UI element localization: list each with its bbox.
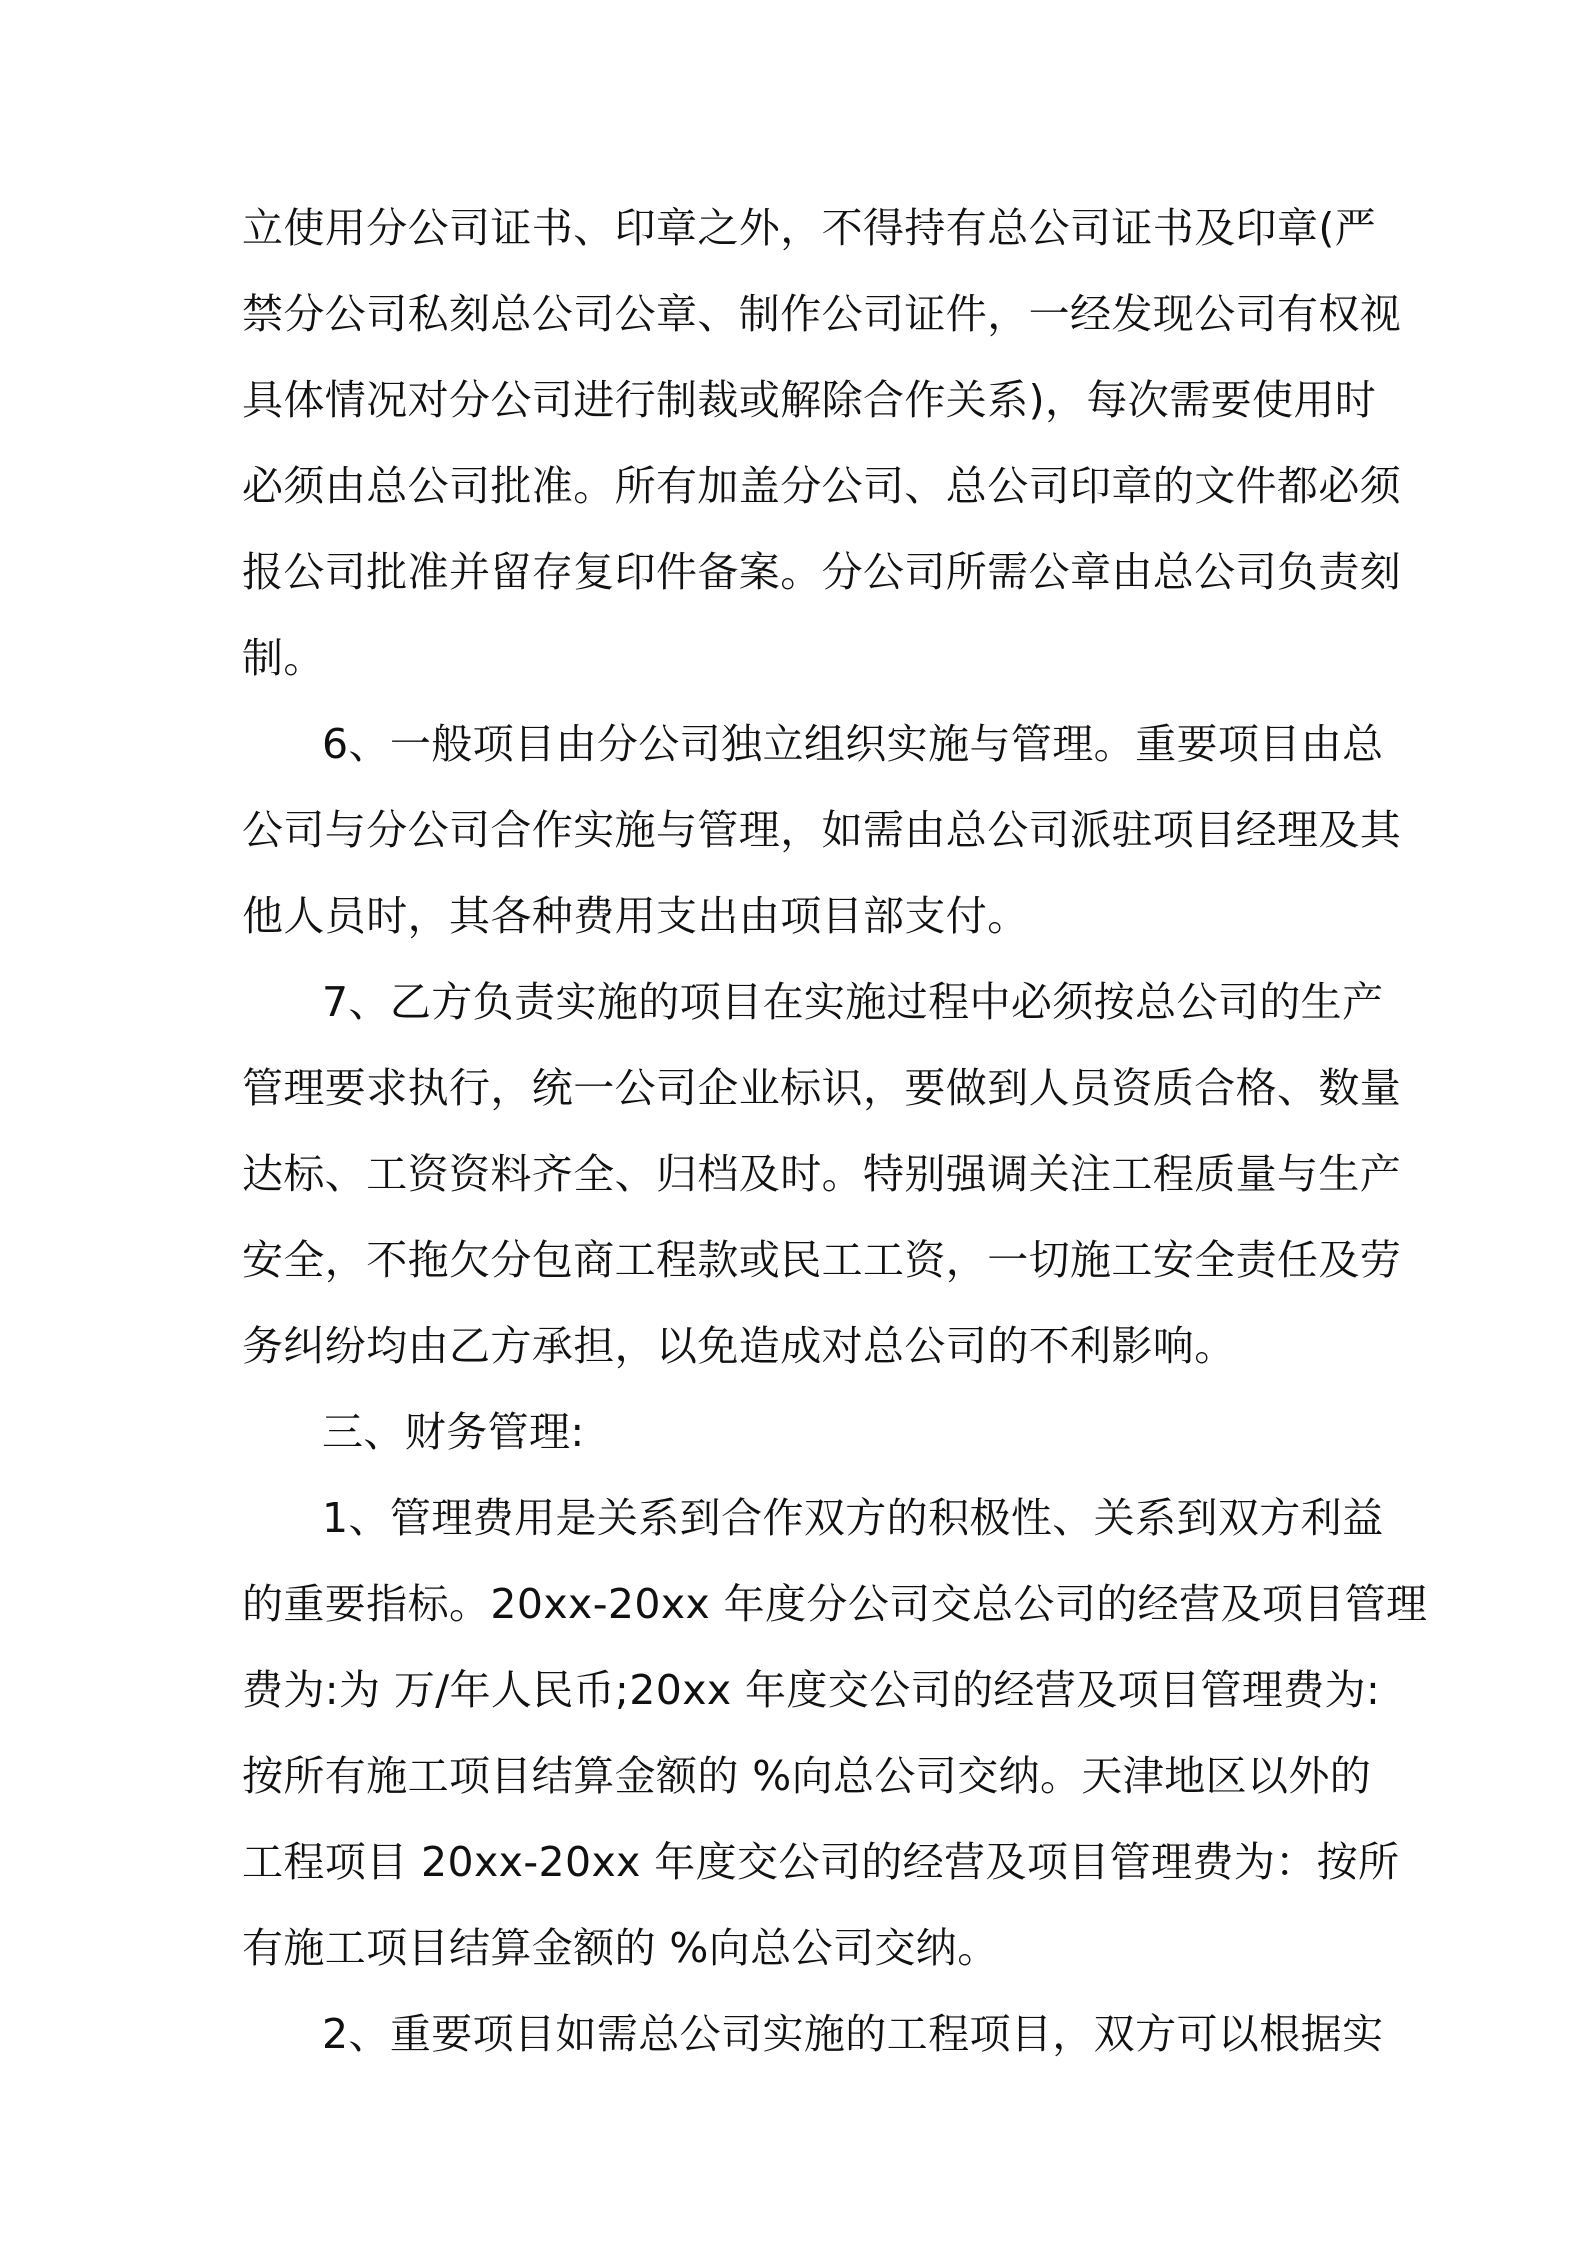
- section-heading: 三、财务管理:: [322, 1408, 585, 1456]
- text-line: 1、管理费用是关系到合作双方的积极性、关系到双方利益: [322, 1494, 1384, 1542]
- text-line: 工程项目 20xx-20xx 年度交公司的经营及项目管理费为：按所: [242, 1838, 1400, 1886]
- text-line: 7、乙方负责实施的项目在实施过程中必须按总公司的生产: [322, 978, 1384, 1026]
- text-line: 2、重要项目如需总公司实施的工程项目，双方可以根据实: [322, 2010, 1384, 2058]
- text-line: 禁分公司私刻总公司公章、制作公司证件，一经发现公司有权视: [242, 290, 1402, 338]
- text-line: 有施工项目结算金额的 %向总公司交纳。: [242, 1924, 999, 1972]
- text-line: 报公司批准并留存复印件备案。分公司所需公章由总公司负责刻: [242, 548, 1402, 596]
- text-line: 管理要求执行，统一公司企业标识，要做到人员资质合格、数量: [242, 1064, 1402, 1112]
- text-line: 6、一般项目由分公司独立组织实施与管理。重要项目由总: [322, 720, 1384, 768]
- text-line: 必须由总公司批准。所有加盖分公司、总公司印章的文件都必须: [242, 462, 1402, 510]
- text-line: 立使用分公司证书、印章之外，不得持有总公司证书及印章(严: [242, 204, 1377, 252]
- text-line: 他人员时，其各种费用支出由项目部支付。: [242, 892, 1029, 940]
- text-line: 费为:为 万/年人民币;20xx 年度交公司的经营及项目管理费为:: [242, 1666, 1381, 1714]
- text-line: 按所有施工项目结算金额的 %向总公司交纳。天津地区以外的: [242, 1752, 1372, 1800]
- text-line: 的重要指标。20xx-20xx 年度分公司交总公司的经营及项目管理: [242, 1580, 1428, 1628]
- text-line: 具体情况对分公司进行制裁或解除合作关系)，每次需要使用时: [242, 376, 1377, 424]
- text-line: 公司与分公司合作实施与管理，如需由总公司派驻项目经理及其: [242, 806, 1402, 854]
- text-line: 制。: [242, 634, 325, 682]
- text-line: 务纠纷均由乙方承担，以免造成对总公司的不利影响。: [242, 1322, 1236, 1370]
- text-line: 安全，不拖欠分包商工程款或民工工资，一切施工安全责任及劳: [242, 1236, 1402, 1284]
- text-line: 达标、工资资料齐全、归档及时。特别强调关注工程质量与生产: [242, 1150, 1402, 1198]
